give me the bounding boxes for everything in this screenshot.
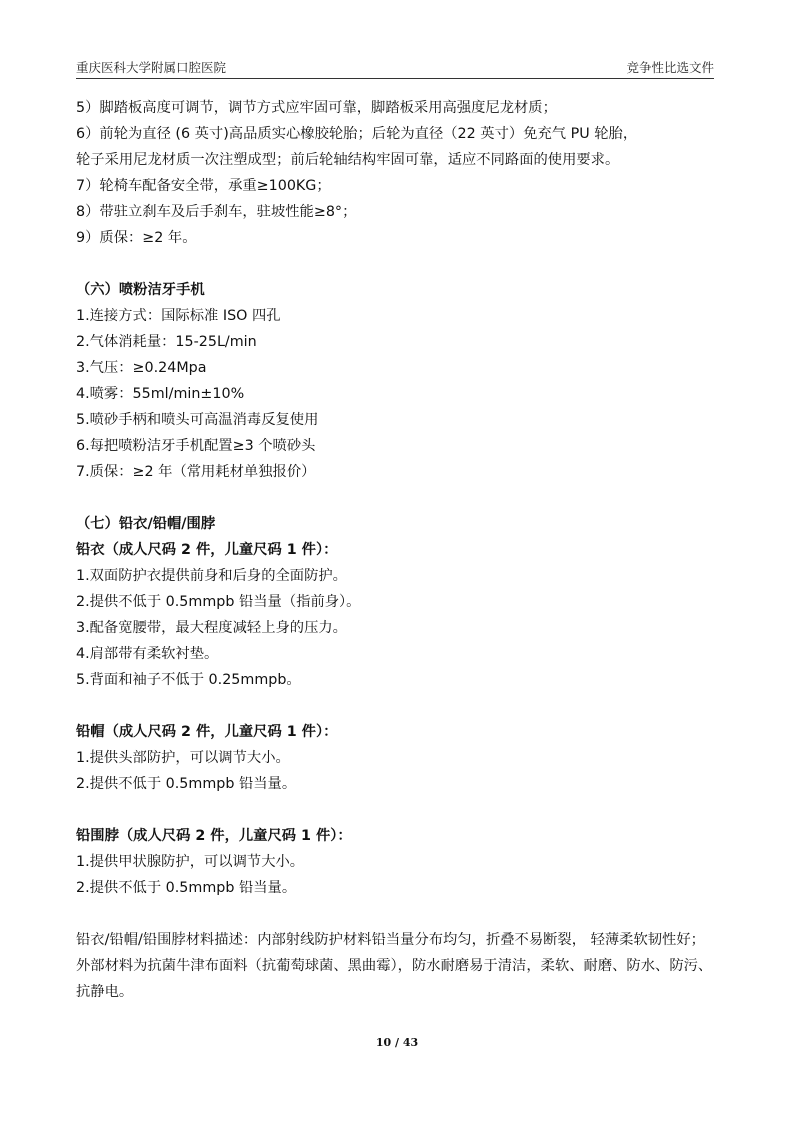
section-7-title: （七）铅衣/铅帽/围脖 xyxy=(76,516,216,532)
lead-coat-title: 铅衣（成人尺码 2 件，儿童尺码 1 件）： xyxy=(76,542,338,558)
section-6-item: 7.质保：≥2 年（常用耗材单独报价） xyxy=(76,464,316,480)
wheelchair-item: 5）脚踏板高度可调节，调节方式应牢固可靠，脚踏板采用高强度尼龙材质； xyxy=(76,100,557,116)
lead-coat-item: 3.配备宽腰带，最大程度减轻上身的压力。 xyxy=(76,620,347,636)
document-body xyxy=(76,95,718,1005)
material-description: 铅衣/铅帽/铅围脖材料描述：内部射线防护材料铅当量分布均匀，折叠不易断裂， 轻薄柔软韧性好；外部材料为抗菌牛津布面料（抗葡萄球菌、黑曲霉），防水耐磨易于清洁，柔软、耐磨、防水、防污、抗静电。 xyxy=(76,932,713,1000)
lead-collar-item: 2.提供不低于 0.5mmpb 铅当量。 xyxy=(76,880,297,896)
lead-collar-item: 1.提供甲状腺防护，可以调节大小。 xyxy=(76,854,305,870)
header-document-type: 竞争性比选文件 xyxy=(626,60,714,75)
section-6-item: 1.连接方式：国际标准 ISO 四孔 xyxy=(76,308,281,324)
lead-coat-item: 5.背面和袖子不低于 0.25mmpb。 xyxy=(76,672,301,688)
wheelchair-item: 9）质保：≥2 年。 xyxy=(76,230,197,246)
section-6-item: 4.喷雾：55ml/min±10% xyxy=(76,386,245,402)
lead-coat-item: 2.提供不低于 0.5mmpb 铅当量（指前身）。 xyxy=(76,594,361,610)
wheelchair-item: 7）轮椅车配备安全带，承重≥100KG； xyxy=(76,178,331,194)
lead-cap-item: 2.提供不低于 0.5mmpb 铅当量。 xyxy=(76,776,297,792)
section-6-title: （六）喷粉洁牙手机 xyxy=(76,282,205,298)
header-hospital-name: 重庆医科大学附属口腔医院 xyxy=(76,60,227,75)
lead-coat-item: 1.双面防护衣提供前身和后身的全面防护。 xyxy=(76,568,347,584)
lead-cap-item: 1.提供头部防护，可以调节大小。 xyxy=(76,750,290,766)
lead-collar-title: 铅围脖（成人尺码 2 件，儿童尺码 1 件）： xyxy=(76,828,352,844)
wheelchair-item: 轮子采用尼龙材质一次注塑成型；前后轮轴结构牢固可靠，适应不同路面的使用要求。 xyxy=(76,152,620,168)
lead-coat-item: 4.肩部带有柔软衬垫。 xyxy=(76,646,219,662)
section-6-item: 5.喷砂手柄和喷头可高温消毒反复使用 xyxy=(76,412,319,428)
lead-cap-title: 铅帽（成人尺码 2 件，儿童尺码 1 件）： xyxy=(76,724,338,740)
page-number: 10 / 43 xyxy=(375,1036,419,1049)
wheelchair-item: 6）前轮为直径 (6 英寸)高品质实心橡胶轮胎；后轮为直径（22 英寸）免充气 PU 轮胎， xyxy=(76,126,638,142)
section-6-item: 6.每把喷粉洁牙手机配置≥3 个喷砂头 xyxy=(76,438,316,454)
section-6-item: 3.气压：≥0.24Mpa xyxy=(76,360,207,376)
section-6-item: 2.气体消耗量：15-25L/min xyxy=(76,334,257,350)
page-header xyxy=(76,54,714,79)
wheelchair-item: 8）带驻立刹车及后手刹车，驻坡性能≥8°； xyxy=(76,204,357,220)
